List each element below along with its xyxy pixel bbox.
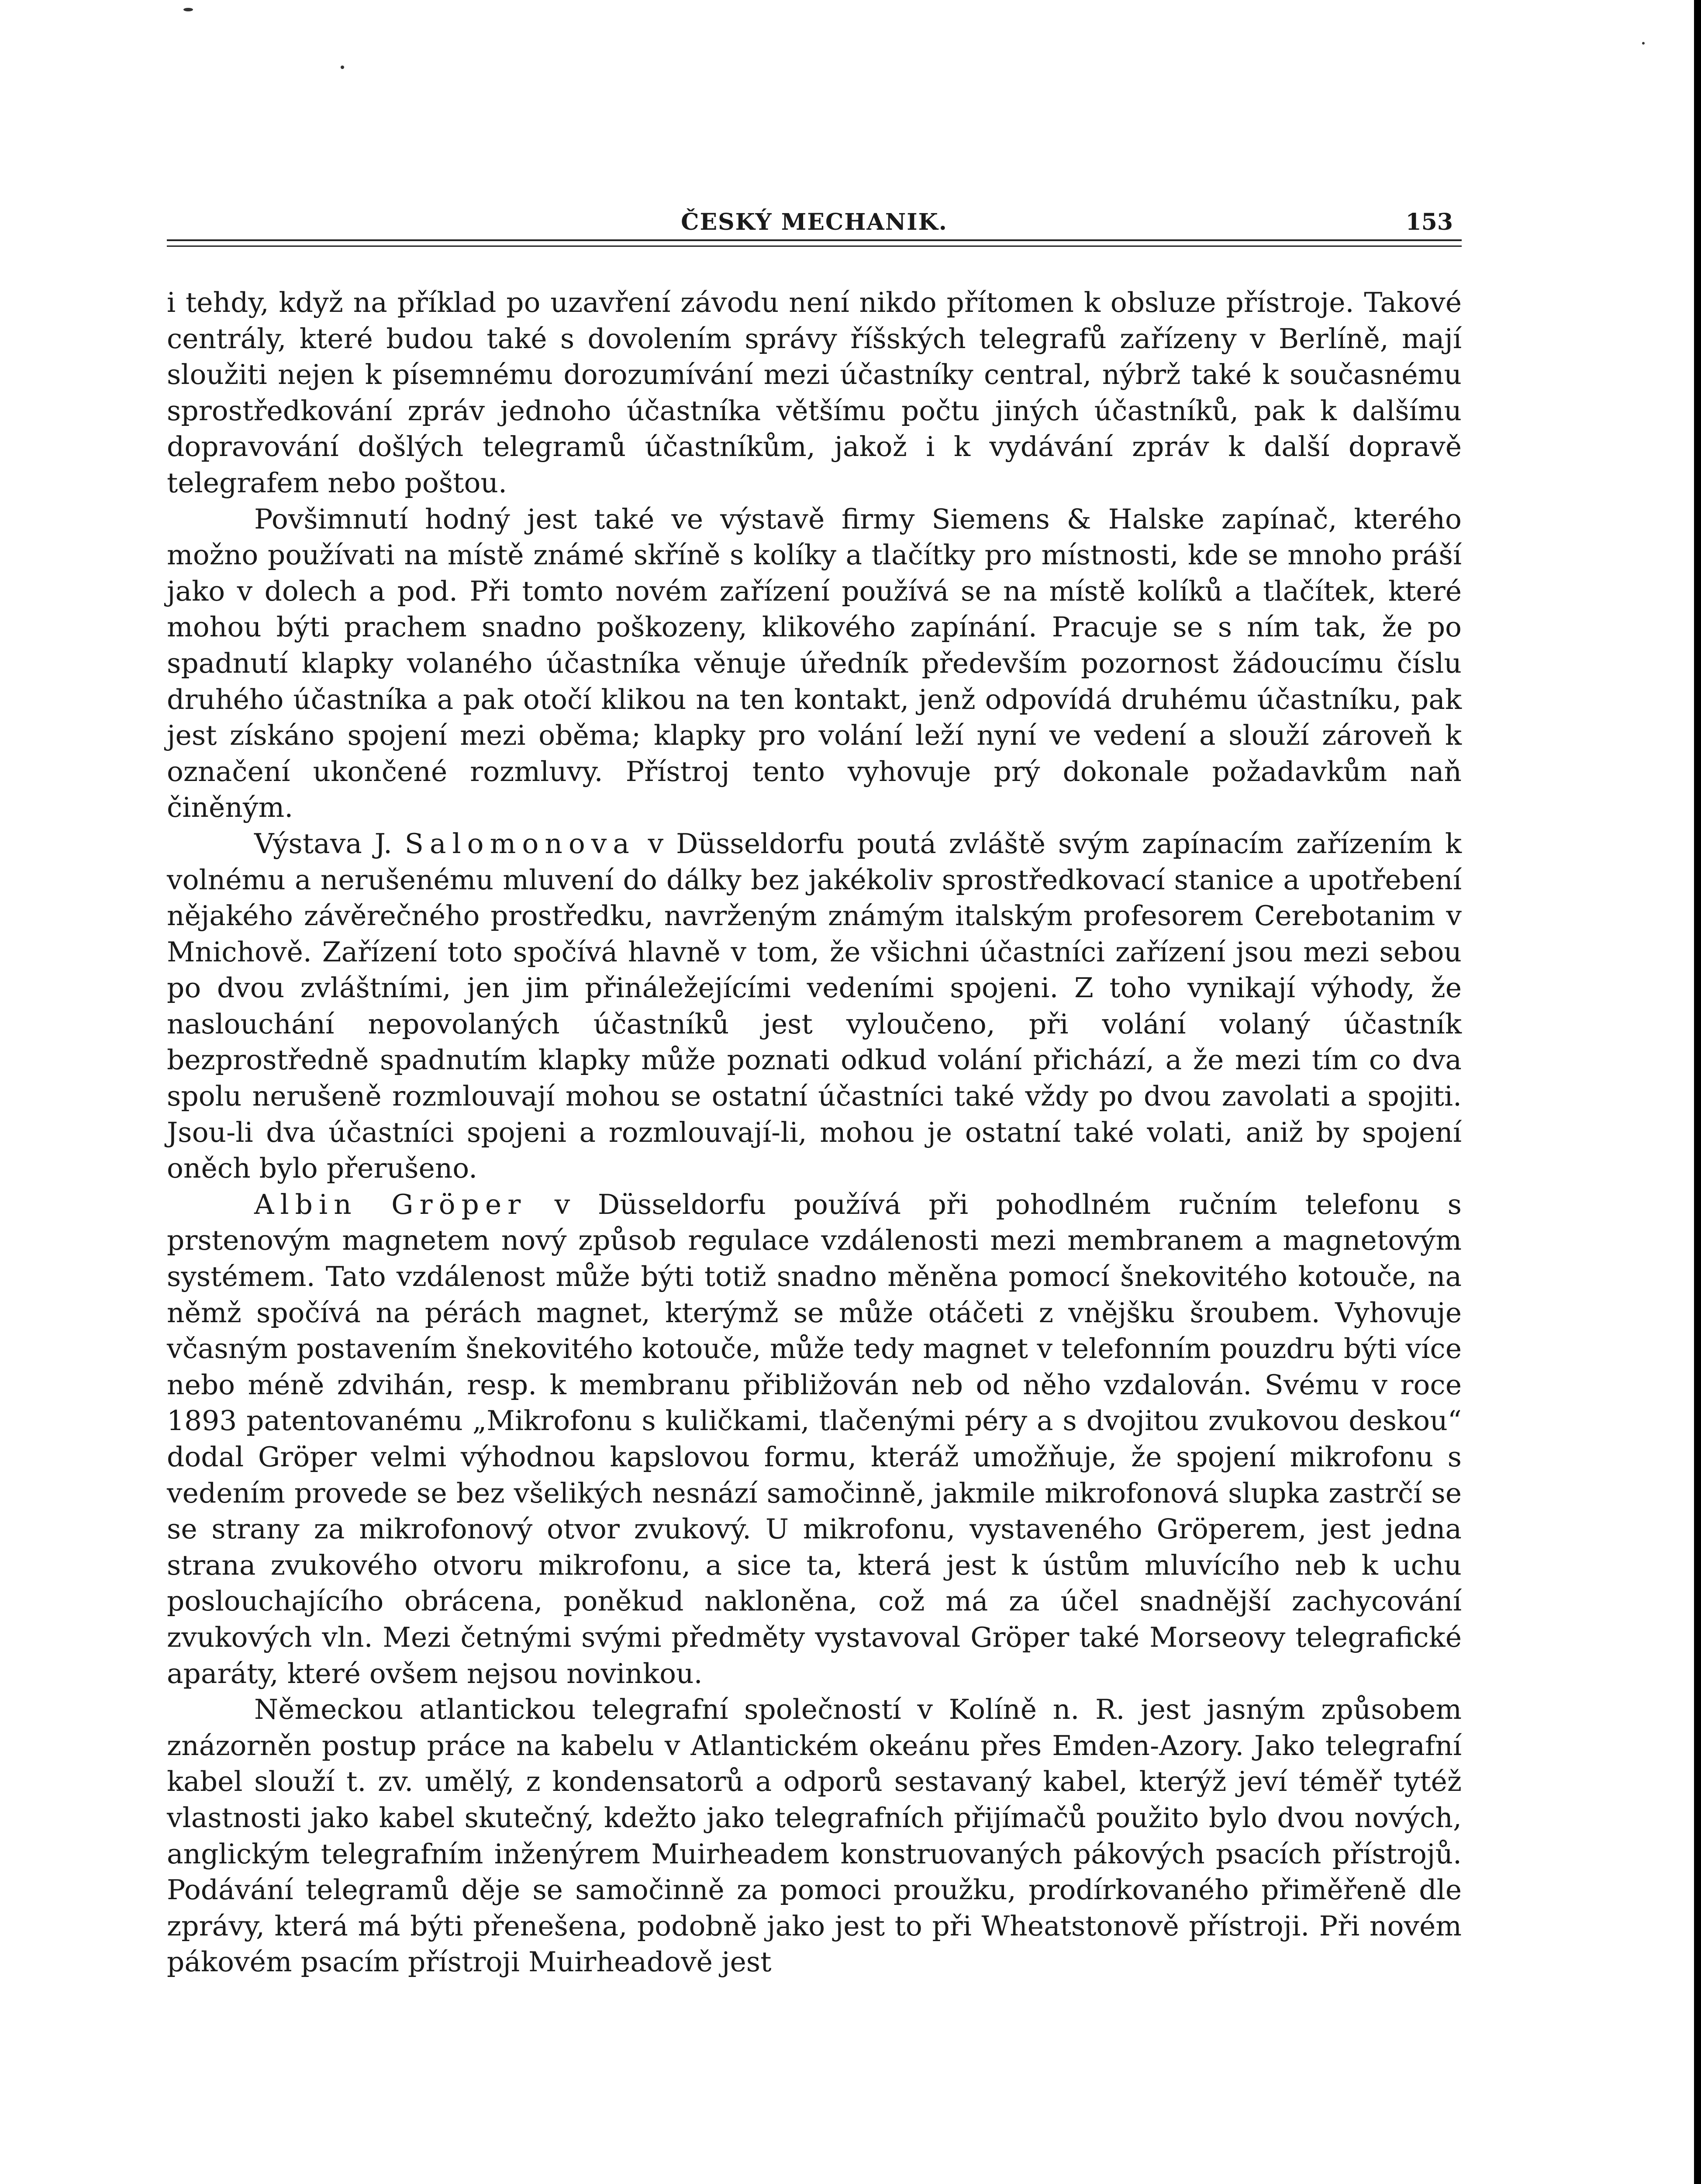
page-edge-right	[1694, 0, 1701, 2184]
paragraph-text: Výstava J.	[254, 827, 405, 860]
page-header	[167, 200, 1462, 244]
article-body	[167, 285, 1462, 1980]
paragraph-siemens-halske	[167, 501, 1462, 826]
paragraph-text: Německou atlantickou telegrafní společností v Kolíně n. R. jest jasným způsobem znázorněn postup práce na kabelu v Atlantickém okeánu přes Emden-Azory. Jako telegrafní kabel slouží t. zv. umělý, z kondensatorů a odporů sestavaný kabel, kterýž jeví téměř tytéž vlastnosti jako kabel skutečný, kdežto jako telegrafních přijímačů použito bylo dvou nových, anglickým telegrafním inženýrem Muirheadem konstruovaných pákových psacích přístrojů. Podávání telegramů děje se samočinně za pomoci proužku, prodírkovaného přiměřeně dle zprávy, která má býti přenešena, podobně jako jest to při Wheatstonově přístroji. Při novém pákovém psacím přístroji Muirheadově jest	[167, 1693, 1462, 1978]
paragraph-atlantic-telegraph	[167, 1692, 1462, 1980]
paragraph-telegraph-centrals	[167, 285, 1462, 501]
running-title: ČESKÝ MECHANIK.	[681, 209, 948, 235]
header-rule-secondary	[167, 245, 1462, 247]
scan-speck	[341, 66, 344, 69]
paragraph-salomon	[167, 826, 1462, 1187]
header-rule	[167, 239, 1462, 241]
page-number: 153	[1405, 209, 1453, 235]
scan-speck	[183, 8, 193, 11]
paragraph-groper	[167, 1187, 1462, 1692]
scan-speck	[1642, 42, 1645, 45]
spaced-name: Salomonova	[404, 827, 635, 860]
paragraph-text: Povšimnutí hodný jest také ve výstavě firmy Siemens & Halske zapínač, kterého možno používati na místě známé skříně s kolíky a tlačítky pro místnosti, kde se mnoho práší jako v dolech a pod. Při tomto novém zařízení používá se na místě kolíků a tlačítek, které mohou býti prachem snadno poškozeny, klikového zapínání. Pracuje se s ním tak, že po spadnutí klapky volaného účastníka věnuje úředník především pozornost žádoucímu číslu druhého účastníka a pak otočí klikou na ten kontakt, jenž odpovídá druhému účastníku, pak jest získáno spojení mezi oběma; klapky pro volání leží nyní ve vedení a slouží zároveň k označení ukončené rozmluvy. Přístroj tento vyhovuje prý dokonale požadavkům naň činěným.	[167, 503, 1462, 824]
paragraph-text: i tehdy, když na příklad po uzavření závodu není nikdo přítomen k obsluze přístroje. Takové centrály, které budou také s dovolením správy říšských telegrafů zařízeny v Berlíně, mají sloužiti nejen k písemnému dorozumívání mezi účastníky central, nýbrž také k současnému sprostředkování zpráv jednoho účastníka většímu počtu jiných účastníků, pak k dalšímu dopravování došlých telegramů účastníkům, jakož i k vydávání zpráv k další dopravě telegrafem nebo poštou.	[167, 287, 1462, 499]
spaced-name: Albin Gröper	[254, 1188, 527, 1220]
paragraph-text: v Düsseldorfu poutá zvláště svým zapínacím zařízením k volnému a nerušenému mluvení do dálky bez jakékoliv sprostředkovací stanice a upotřebení nějakého závěrečného prostředku, navrženým známým italským profesorem Cerebotanim v Mnichově. Zařízení toto spočívá hlavně v tom, že všichni účastníci zařízení jsou mezi sebou po dvou zvláštními, jen jim přináležejícími vedeními spojeni. Z toho vynikají výhody, že naslouchání nepovolaných účastníků jest vyloučeno, při volání volaný účastník bezprostředně spadnutím klapky může poznati odkud volání přichází, a že mezi tím co dva spolu nerušeně rozmlouvají mohou se ostatní účastníci také vždy po dvou zavolati a spojiti. Jsou-li dva účastníci spojeni a rozmlouvají-li, mohou je ostatní také volati, aniž by spojení oněch bylo přerušeno.	[167, 827, 1462, 1185]
paragraph-text: v Düsseldorfu používá při pohodlném ručním telefonu s prstenovým magnetem nový způsob regulace vzdálenosti mezi membranem a magnetovým systémem. Tato vzdálenost může býti totiž snadno měněna pomocí šnekovitého kotouče, na němž spočívá na pérách magnet, kterýmž se může otáčeti z vnějšku šroubem. Vyhovuje včasným postavením šnekovitého kotouče, může tedy magnet v telefonním pouzdru býti více nebo méně zdvihán, resp. k membranu přibližován neb od něho vzdalován. Svému v roce 1893 patentovanému „Mikrofonu s kuličkami, tlačenými péry a s dvojitou zvukovou deskou“ dodal Gröper velmi výhodnou kapslovou formu, kteráž umožňuje, že spojení mikrofonu s vedením provede se bez všelikých nesnází samočinně, jakmile mikrofonová slupka zastrčí se se strany za mikrofonový otvor zvukový. U mikrofonu, vystaveného Gröperem, jest jedna strana zvukového otvoru mikrofonu, a sice ta, která jest k ústům mluvícího neb k uchu poslouchajícího obrácena, poněkud nakloněna, což má za účel snadnější zachycování zvukových vln. Mezi četnými svými předměty vystavoval Gröper také Morseovy telegrafické aparáty, které ovšem nejsou novinkou.	[167, 1188, 1462, 1690]
